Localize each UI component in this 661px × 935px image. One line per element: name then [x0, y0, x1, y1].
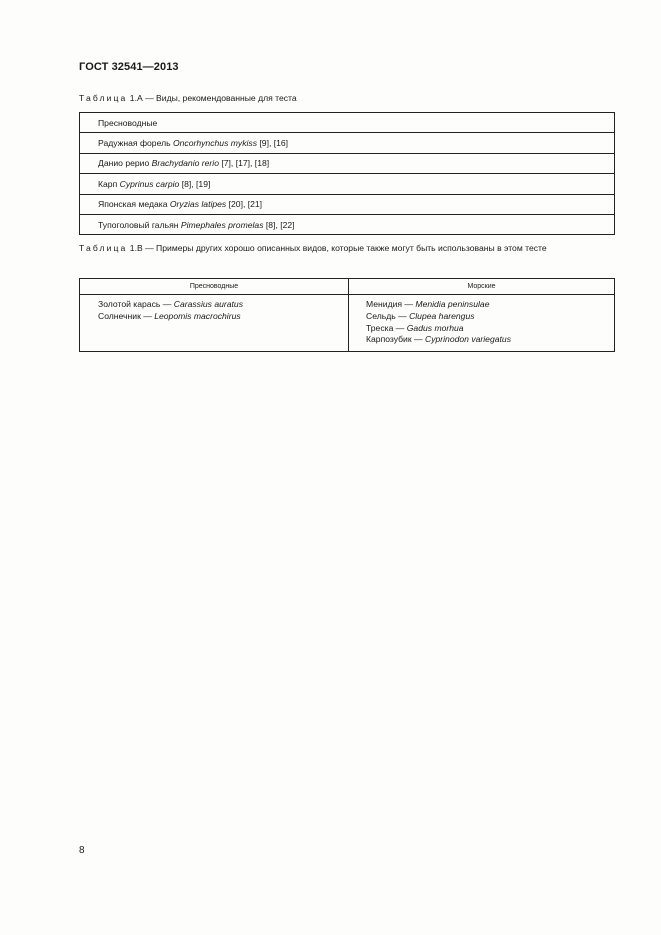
species-common-name: Японская медака [98, 199, 170, 210]
species-latin-name: Brachydanio rerio [151, 158, 219, 169]
species-latin-name: Cyprinus carpio [119, 178, 180, 189]
table-row [80, 214, 615, 234]
table-row [80, 194, 615, 214]
list-item [366, 334, 614, 346]
reference-list: [20], [21] [226, 199, 263, 210]
species-latin-name: Gadus morhua [406, 322, 464, 333]
table-row [80, 153, 615, 173]
list-item [366, 311, 614, 323]
table-row [80, 174, 615, 194]
species-latin-name: Cyprinodon variegatus [425, 334, 511, 345]
table-1a-caption [79, 93, 297, 105]
page-number: 8 [79, 845, 85, 856]
table-cell [80, 153, 615, 173]
list-item [366, 299, 614, 311]
marine-species-cell [349, 295, 615, 352]
species-latin-name: Oryzias latipes [169, 199, 227, 210]
species-latin-name: Clupea harengus [409, 310, 475, 321]
reference-list: [8], [22] [263, 219, 295, 230]
freshwater-species-cell [80, 295, 349, 352]
table-word: Таблица [79, 93, 128, 103]
list-item [366, 323, 614, 335]
species-common-name: Карпозубик — [366, 334, 425, 345]
reference-list: [7], [17], [18] [218, 158, 270, 169]
species-latin-name: Pimephales promelas [180, 219, 264, 230]
table-1b [79, 278, 615, 352]
table-cell [80, 194, 615, 214]
species-common-name: Данио рерио [98, 158, 152, 169]
table-cell [80, 174, 615, 194]
species-common-name: Золотой карась — [98, 299, 174, 309]
species-latin-name: Leopomis macrochirus [154, 310, 241, 321]
species-common-name: Менидия — [366, 299, 416, 309]
species-common-name: Сельдь — [366, 310, 410, 321]
list-item [98, 311, 348, 323]
list-item [98, 299, 348, 311]
table-1a [79, 112, 615, 235]
species-common-name: Солнечник — [98, 310, 155, 321]
species-latin-name: Carassius auratus [173, 299, 243, 309]
table-cell [80, 214, 615, 234]
table-row [80, 133, 615, 153]
table-1a-caption-text: 1.А — Виды, рекомендованные для теста [127, 93, 297, 103]
species-latin-name: Menidia peninsulae [415, 299, 490, 309]
table-row [80, 113, 615, 133]
table-word: Таблица [79, 243, 128, 253]
species-common-name: Пресноводные [98, 117, 158, 128]
table-1b-caption [79, 243, 615, 255]
table-1b-caption-text: 1.В — Примеры других хорошо описанных видов, которые также могут быть использованы в этом тесте [127, 243, 547, 253]
table-header-row [80, 279, 615, 295]
species-latin-name: Oncorhynchus mykiss [172, 138, 258, 149]
species-common-name: Радужная форель [98, 138, 173, 149]
table-row [80, 295, 615, 352]
standard-header: ГОСТ 32541—2013 [79, 61, 179, 73]
table-cell [80, 133, 615, 153]
table-cell [80, 113, 615, 133]
column-header-marine: Морские [349, 279, 615, 295]
reference-list: [8], [19] [179, 178, 211, 189]
species-common-name: Треска — [366, 322, 407, 333]
reference-list: [9], [16] [257, 138, 289, 149]
species-common-name: Тупоголовый гальян [98, 219, 181, 230]
column-header-freshwater: Пресноводные [80, 279, 349, 295]
species-common-name: Карп [98, 178, 120, 189]
